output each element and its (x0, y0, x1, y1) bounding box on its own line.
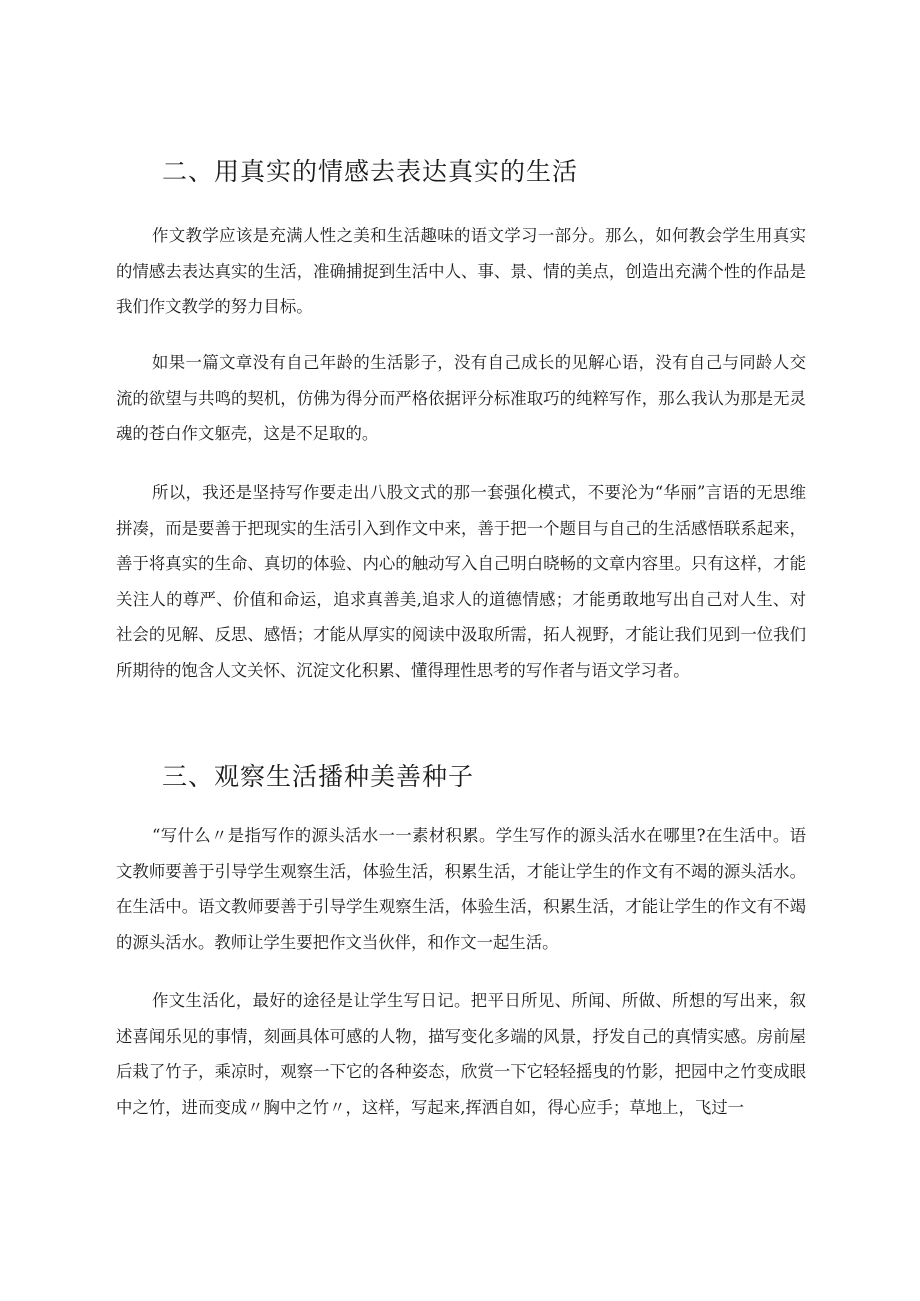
paragraph: 如果一篇文章没有自己年龄的生活影子，没有自己成长的见解心语，没有自己与同龄人交流的欲望与共鸣的契机，仿佛为得分而严格依据评分标准取巧的纯粹写作，那么我认为那是无灵魂的苍白作文躯壳，这是不足取的。 (116, 353, 806, 444)
paragraph: 作文教学应该是充满人性之美和生活趣味的语文学习一部分。那么，如何教会学生用真实的情感去表达真实的生活，准确捕捉到生活中人、事、景、情的美点，创造出充满个性的作品是我们作文教学的努力目标。 (116, 226, 806, 317)
paragraph: “写什么〃是指写作的源头活水一一素材积累。学生写作的源头活水在哪里?在生活中。语文教师要善于引导学生观察生活，体验生活，积累生活，才能让学生的作文有不竭的源头活水。在生活中。语文教师要善于引导学生观察生活，体验生活，积累生活，才能让学生的作文有不竭的源头活水。教师让学生要把作文当伙伴，和作文一起生活。 (116, 826, 806, 952)
section-heading-3: 三、观察生活播种美善种子 (162, 762, 475, 791)
paragraph: 所以，我还是坚持写作要走出八股文式的那一套强化模式，不要沦为“华丽”言语的无思维拼凑，而是要善于把现实的生活引入到作文中来，善于把一个题目与自己的生活感悟联系起来，善于将真实的生命、真切的体验、内心的触动写入自己明白晓畅的文章内容里。只有这样，才能关注人的尊严、价值和命运，追求真善美,追求人的道德情感；才能勇敢地写出自己对人生、对社会的见解、反思、感悟；才能从厚实的阅读中汲取所需，拓人视野，才能让我们见到一位我们所期待的饱含人文关怀、沉淀文化积累、懂得理性思考的写作者与语文学习者。 (116, 483, 806, 680)
section-heading-2: 二、用真实的情感去表达真实的生活 (162, 157, 579, 186)
paragraph: 作文生活化，最好的途径是让学生写日记。把平日所见、所闻、所做、所想的写出来，叙述喜闻乐见的事情，刻画具体可感的人物，描写变化多端的风景，抒发自己的真情实感。房前屋后栽了竹子，乘凉时，观察一下它的各种姿态，欣赏一下它轻轻摇曳的竹影，把园中之竹变成眼中之竹，进而变成〃胸中之竹〃，这样，写起来,挥洒自如，得心应手；草地上，飞过一 (116, 991, 806, 1117)
